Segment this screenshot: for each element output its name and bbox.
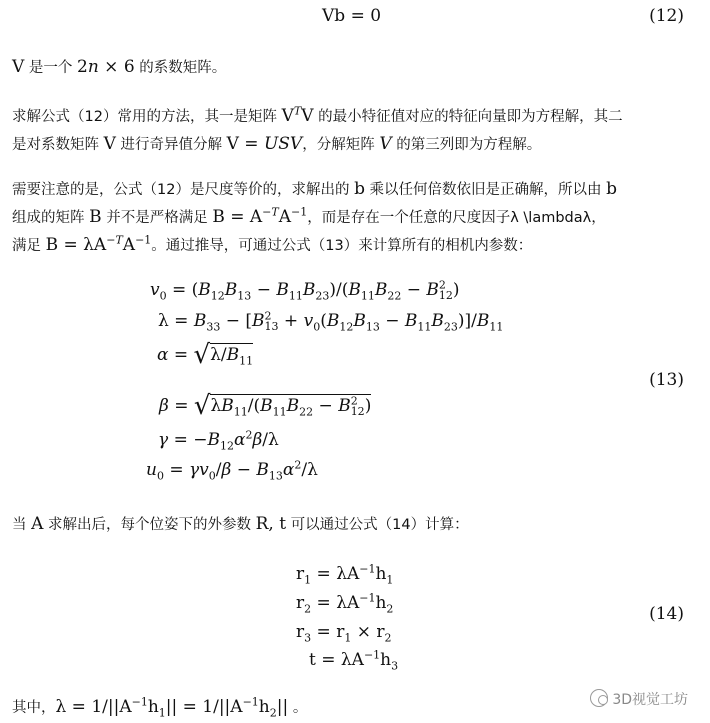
math-2n-by-6: 2n × 6	[77, 57, 135, 77]
equation-14-number: (14)	[649, 604, 684, 624]
math-V: V	[12, 57, 25, 77]
paragraph-v-definition: V 是一个 2n × 6 的系数矩阵。	[12, 57, 227, 77]
paragraph-solution-methods: 求解公式（12）常用的方法，其一是矩阵 $V^TV$ 的最小特征值对应的特征向量即为方程解，其二 是对系数矩阵 V 进行奇异值分解 V = USV，分解矩阵 V 的第三列即为方程解。	[12, 104, 623, 154]
equation-12	[322, 6, 381, 26]
watermark	[590, 689, 688, 709]
eq14-r2: $r_2 = \lambda A^{-1}h_2$	[296, 591, 394, 616]
watermark-label: 3D视觉工坊	[612, 692, 688, 708]
math-V: V	[103, 134, 116, 154]
math-lambda-norm: $\lambda = 1/||A^{-1}h_1|| = 1/||A^{-1}h_2||$	[55, 695, 289, 720]
math-VTV: $V^TV$	[281, 104, 314, 126]
eq14-r3: $r_3 = r_1 \times r_2$	[296, 622, 392, 645]
paragraph-scale-factor: 需要注意的是，公式（12）是尺度等价的，求解出的 b 乘以任何倍数依旧是正确解，所以由 b 组成的矩阵 B 并不是严格满足 $B = A^{-T}A^{-1}$，而是存在一个任意的尺度因子λ \lambdaλ， 满足 $B = \lambda A^{-T}A^{-1}$。通过推导，可通过公式（13）来计算所有的相机内参数：	[12, 179, 618, 255]
math-B-eq: $B = A^{-T}A^{-1}$	[212, 205, 308, 227]
eq13-gamma: $\gamma = -B_{12}\alpha^2\beta/\lambda$	[158, 428, 279, 453]
paragraph-extrinsics: 当 A 求解出后，每个位姿下的外参数 R, t 可以通过公式（14）计算：	[12, 514, 469, 534]
paragraph-lambda-definition: 其中，$\lambda = 1/||A^{-1}h_1|| = 1/||A^{-1}h_2||$ 。	[12, 695, 308, 720]
eq13-alpha: $\alpha = √\lambda/B_{11}$	[157, 340, 254, 370]
wechat-icon	[590, 689, 608, 707]
eq14-t: $t = \lambda A^{-1}h_3$	[309, 648, 399, 673]
eq13-lambda: $\lambda = B_{33} - [B^2_{13} + v_0(B_{12}B_{13} - B_{11}B_{23})]/B_{11}$	[158, 309, 504, 334]
math-b: b	[354, 179, 365, 199]
eq13-v0: $v_0 = (B_{12}B_{13} - B_{11}B_{23})/(B_{11}B_{22} - B^2_{12})$	[150, 278, 460, 303]
eq13-beta: $\beta = √\lambda B_{11}/(B_{11}B_{22} - B^2_{12})$	[159, 391, 372, 421]
equation-13-number: (13)	[649, 370, 684, 390]
math-B: B	[89, 207, 102, 227]
eq13-u0: $u_0 = \gamma v_0/\beta - B_{13}\alpha^2/\lambda$	[146, 458, 318, 483]
equation-12-number: (12)	[649, 6, 684, 26]
math-A: A	[31, 514, 44, 534]
math-B-lambda-eq: $B = \lambda A^{-T}A^{-1}$	[45, 233, 152, 255]
equation-12-body: Vb = 0	[322, 6, 382, 26]
eq14-r1: $r_1 = \lambda A^{-1}h_1$	[296, 562, 394, 587]
math-b: b	[606, 179, 618, 199]
math-R-t: R, t	[255, 514, 287, 534]
math-V-italic: V	[379, 134, 392, 154]
math-V-USV: V = USV	[226, 134, 303, 154]
